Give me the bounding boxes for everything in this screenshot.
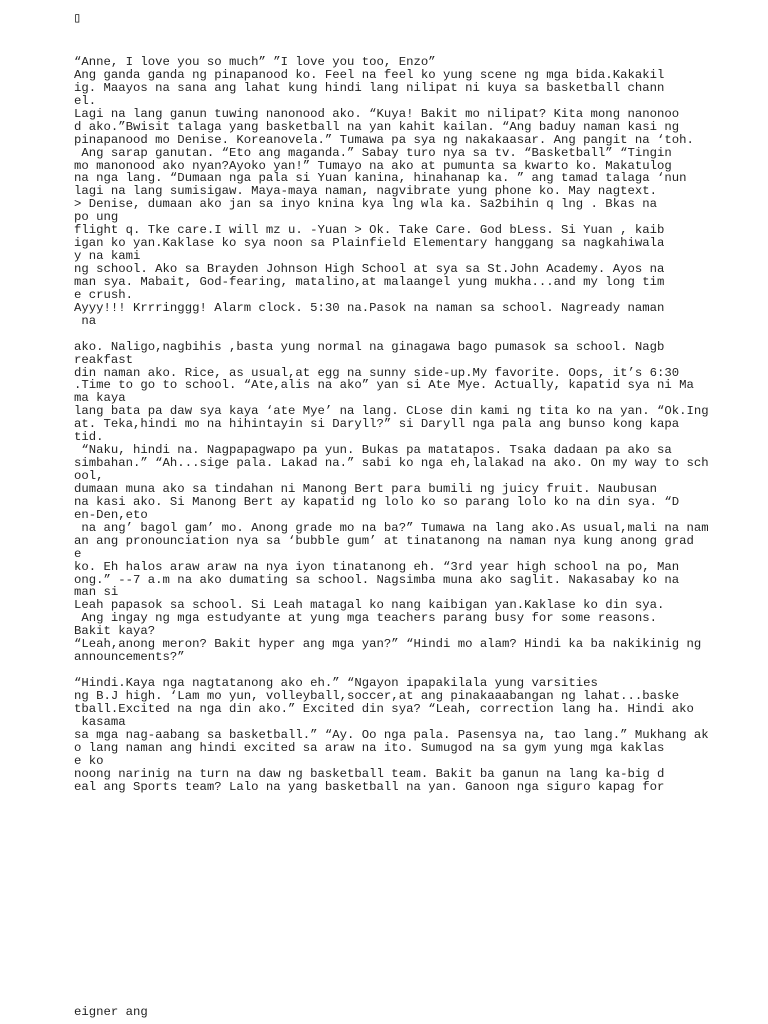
page-footer-text: eigner ang	[74, 1005, 148, 1019]
text-line: man sya. Mabait, God-fearing, matalino,at malaangel yung mukha...and my long tim	[74, 274, 665, 289]
missing-glyph-icon: ▯	[73, 10, 82, 26]
text-line: “Leah,anong meron? Bakit hyper ang mga yan?” “Hindi mo alam? Hindi ka ba nakikinig ng	[74, 637, 702, 652]
text-line: “Hindi.Kaya nga nagtatanong ako eh.” “Ngayon ipapakilala yung varsities	[74, 676, 598, 690]
text-line: eal ang Sports team? Lalo na yang basketball na yan. Ganoon nga siguro kapag for	[74, 779, 665, 794]
text-line: na kasi ako. Si Manong Bert ay kapatid ng lolo ko so parang lolo ko na din sya. “D	[74, 494, 680, 509]
text-line: ng B.J high. ‘Lam mo yun, volleyball,soccer,at ang pinakaaabangan ng lahat...baske	[74, 688, 680, 703]
text-line: en-Den,eto	[74, 507, 148, 522]
text-line: “Naku, hindi na. Nagpapagwapo pa yun. Bukas pa matatapos. Tsaka dadaan pa ako sa	[74, 443, 672, 458]
text-line: Lagi na lang ganun tuwing nanonood ako. “Kuya! Bakit mo nilipat? Kita mong nanonoo	[74, 106, 680, 121]
text-line: dumaan muna ako sa tindahan ni Manong Bert para bumili ng juicy fruit. Naubusan	[74, 481, 657, 496]
text-line: na ang’ bagol gam’ mo. Anong grade mo na ba?” Tumawa na lang ako.As usual,mali na nam	[74, 520, 709, 535]
text-line: e ko	[74, 753, 104, 768]
text-line: Ang ganda ganda ng pinapanood ko. Feel na feel ko yung scene ng mga bida.Kakakil	[74, 67, 665, 82]
text-line: noong narinig na turn na daw ng basketball team. Bakit ba ganun na lang ka-big d	[74, 766, 665, 781]
text-line: igan ko yan.Kaklase ko sya noon sa Plainfield Elementary hanggang sa nagkahiwala	[74, 236, 665, 251]
text-line: tid.	[74, 430, 104, 445]
text-line: “Anne, I love you so much” ”I love you too, Enzo”	[74, 55, 436, 69]
text-line: kasama	[74, 714, 126, 729]
text-line: ko. Eh halos araw araw na nya iyon tinatanong eh. “3rd year high school na po, Man	[74, 559, 680, 574]
text-line: lang bata pa daw sya kaya ‘ate Mye’ na lang. CLose din kami ng tita ko na yan. “Ok.Ing	[74, 404, 709, 419]
text-line: reakfast	[74, 352, 134, 367]
document-body-text	[74, 56, 754, 793]
text-line: tball.Excited na nga din ako.” Excited din sya? “Leah, correction lang ha. Hindi ako	[74, 701, 694, 716]
text-line: e	[74, 546, 82, 561]
text-line: .Time to go to school. “Ate,alis na ako” yan si Ate Mye. Actually, kapatid sya ni Ma	[74, 378, 694, 393]
text-line: ong.” --7 a.m na ako dumating sa school. Nagsimba muna ako saglit. Nakasabay ko na	[74, 572, 680, 587]
text-line: po ung	[74, 210, 119, 225]
text-line: announcements?”	[74, 650, 185, 665]
text-line	[74, 328, 754, 341]
text-line: pinapanood mo Denise. Koreanovela.” Tumawa pa sya ng nakakaasar. Ang pangit na ‘toh.	[74, 132, 694, 147]
text-line: e crush.	[74, 287, 134, 302]
text-line: o lang naman ang hindi excited sa araw na ito. Sumugod na sa gym yung mga kaklas	[74, 740, 665, 755]
text-line: Ang ingay ng mga estudyante at yung mga teachers parang busy for some reasons.	[74, 611, 657, 626]
text-line: din naman ako. Rice, as usual,at egg na sunny side-up.My favorite. Oops, it’s 6:30	[74, 365, 680, 380]
text-line: at. Teka,hindi mo na hihintayin si Daryll?” si Daryll nga pala ang bunso kong kapa	[74, 417, 680, 432]
text-line: Bakit kaya?	[74, 624, 156, 639]
text-line: > Denise, dumaan ako jan sa inyo knina kya lng wla ka. Sa2bihin q lng . Bkas na	[74, 197, 657, 212]
text-line: Leah papasok sa school. Si Leah matagal ko nang kaibigan yan.Kaklase ko din sya.	[74, 598, 665, 613]
text-line: lagi na lang sumisigaw. Maya-maya naman, nagvibrate yung phone ko. May nagtext.	[74, 184, 657, 199]
text-line: mo manonood ako nyan?Ayoko yan!” Tumayo na ako at pumunta sa kwarto ko. Makatulog	[74, 158, 672, 173]
text-line: d ako.”Bwisit talaga yang basketball na yan kahit kailan. “Ang baduy naman kasi ng	[74, 119, 680, 134]
text-line: flight q. Tke care.I will mz u. -Yuan > Ok. Take Care. God bLess. Si Yuan , kaib	[74, 223, 665, 238]
text-line: Ang sarap ganutan. “Eto ang maganda.” Sabay turo nya sa tv. “Basketball” “Tingin	[74, 145, 672, 160]
text-line: na	[74, 313, 97, 328]
text-line: an ang pronounciation nya sa ‘bubble gum’ at tinatanong na naman nya kung anong grad	[74, 533, 694, 548]
text-line: na nga lang. “Dumaan nga pala si Yuan kanina, hinahanap ka. ” ang tamad talaga ‘nun	[74, 171, 687, 186]
text-line: ool,	[74, 469, 104, 483]
text-line: sa mga nag-aabang sa basketball.” “Ay. Oo nga pala. Pasensya na, tao lang.” Mukhang ak	[74, 727, 709, 742]
text-line: man si	[74, 585, 119, 600]
text-line: el.	[74, 93, 97, 108]
text-line: y na kami	[74, 249, 141, 264]
text-line: ma kaya	[74, 391, 126, 406]
text-line: ig. Maayos na sana ang lahat kung hindi lang nilipat ni kuya sa basketball chann	[74, 80, 665, 95]
text-line: simbahan.” “Ah...sige pala. Lakad na.” sabi ko nga eh,lalakad na ako. On my way to sch	[74, 456, 709, 471]
text-line: Ayyy!!! Krrringgg! Alarm clock. 5:30 na.Pasok na naman sa school. Nagready naman	[74, 300, 665, 315]
text-line: ako. Naligo,nagbihis ,basta yung normal na ginagawa bago pumasok sa school. Nagb	[74, 339, 665, 354]
text-line: ng school. Ako sa Brayden Johnson High School at sya sa St.John Academy. Ayos na	[74, 262, 665, 276]
